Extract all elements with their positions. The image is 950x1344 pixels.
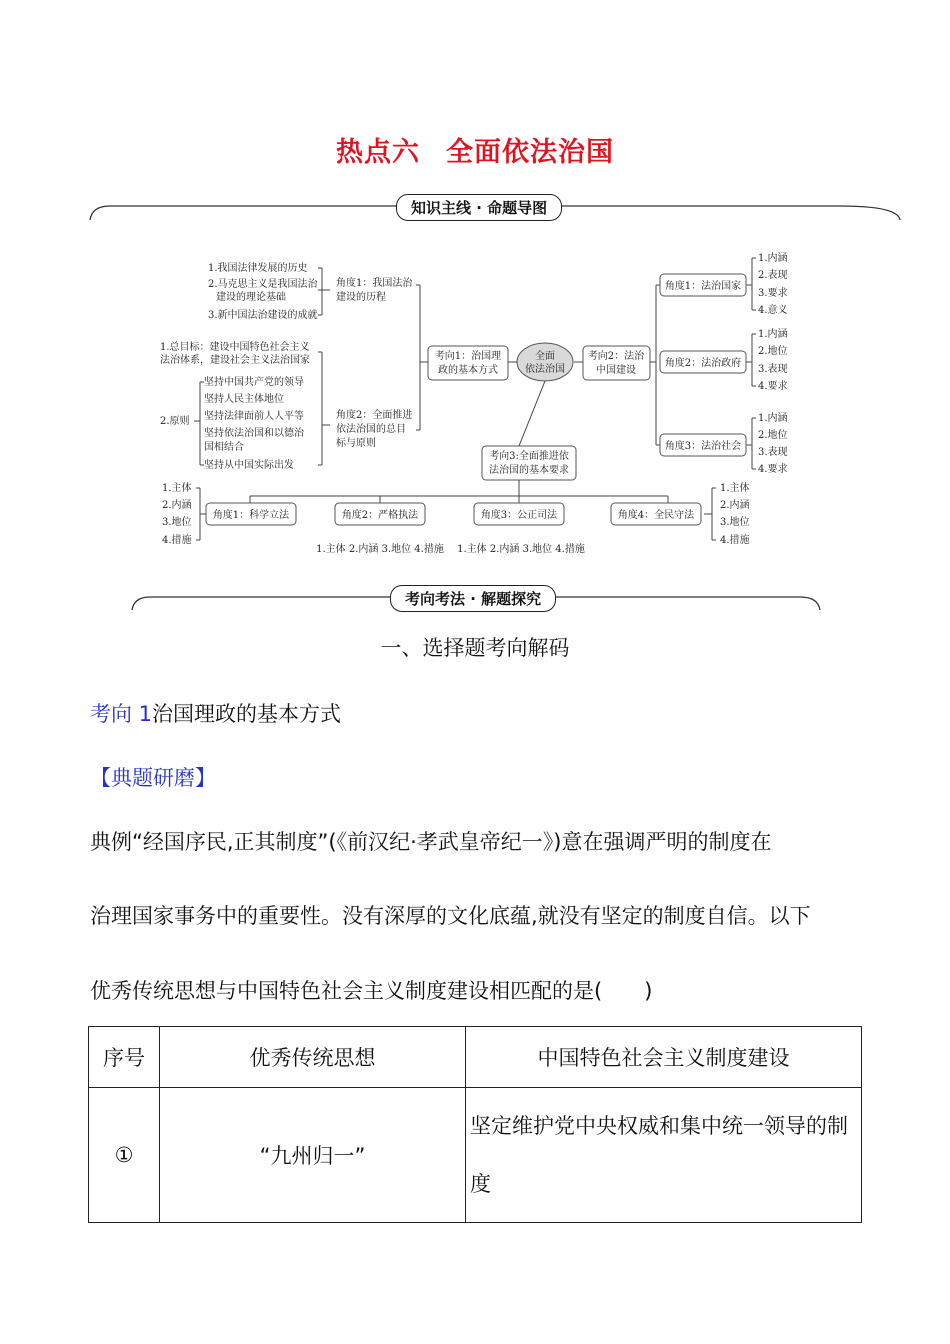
k3-a1: 角度1：科学立法 bbox=[212, 510, 290, 521]
k2-a1-i2: 2.表现 bbox=[758, 270, 788, 281]
k2-a1-i4: 4.意义 bbox=[758, 305, 788, 316]
k3-a1-i1: 1.主体 bbox=[162, 483, 192, 494]
k1-a1-item3: 3.新中国法治建设的成就 bbox=[208, 310, 318, 321]
k1-a2-line3: 标与原则 bbox=[336, 438, 376, 449]
principle-5: 坚持从中国实际出发 bbox=[204, 460, 294, 471]
k1-a1-item1: 1.我国法律发展的历史 bbox=[208, 263, 308, 274]
question-line-1: 典例“经国序民,正其制度”(《前汉纪·孝武皇帝纪一》)意在强调严明的制度在 bbox=[90, 830, 772, 854]
table-row bbox=[89, 1088, 862, 1223]
k2-a1: 角度1：法治国家 bbox=[664, 281, 742, 292]
principle-label: 2.原则 bbox=[160, 416, 190, 427]
section-heading: 一、选择题考向解码 bbox=[380, 636, 570, 660]
k3-a1-i4: 4.措施 bbox=[162, 535, 192, 546]
k3-a4-i3: 3.地位 bbox=[720, 517, 750, 528]
section1-label: 知识主线 · 命题导图 bbox=[396, 194, 562, 221]
principle-4b: 国相结合 bbox=[204, 442, 244, 453]
k1-a1-line1: 角度1：我国法治 bbox=[336, 278, 413, 289]
header-num: 序号 bbox=[89, 1027, 160, 1088]
k2-a3-i4: 4.要求 bbox=[758, 464, 788, 475]
k1-a2-line2: 依法治国的总目 bbox=[336, 424, 406, 435]
k2-a1-i3: 3.要求 bbox=[758, 288, 788, 299]
options-table bbox=[88, 1026, 862, 1223]
center-line1: 全面 bbox=[535, 351, 555, 362]
k2-a2: 角度2：法治政府 bbox=[664, 358, 742, 369]
k2-a2-i2: 2.地位 bbox=[758, 346, 788, 357]
k3-a3: 角度3：公正司法 bbox=[480, 510, 558, 521]
k2-a2-i3: 3.表现 bbox=[758, 364, 788, 375]
k3-a2-items: 1.主体 2.内涵 3.地位 4.措施 bbox=[316, 544, 444, 555]
k1-a2-line1: 角度2：全面推进 bbox=[336, 410, 413, 421]
k3-a4-i2: 2.内涵 bbox=[720, 500, 750, 511]
k3-line1: 考向3:全面推进依 bbox=[489, 451, 569, 462]
k3-a1-i2: 2.内涵 bbox=[162, 500, 192, 511]
k3-line2: 法治国的基本要求 bbox=[489, 465, 569, 476]
k3-a3-items: 1.主体 2.内涵 3.地位 4.措施 bbox=[457, 544, 585, 555]
k2-line2: 中国建设 bbox=[596, 365, 636, 376]
k2-a3-i3: 3.表现 bbox=[758, 447, 788, 458]
k1-a1-line2: 建设的历程 bbox=[336, 292, 386, 303]
row-thought: “九州归一” bbox=[160, 1088, 466, 1223]
k3-a4-i4: 4.措施 bbox=[720, 535, 750, 546]
direction-label: 考向 1 bbox=[90, 702, 153, 726]
k2-a2-i4: 4.要求 bbox=[758, 381, 788, 392]
k3-a4-i1: 1.主体 bbox=[720, 483, 750, 494]
mind-map bbox=[0, 0, 950, 620]
k2-a2-i1: 1.内涵 bbox=[758, 329, 788, 340]
k3-a4: 角度4：全民守法 bbox=[617, 510, 695, 521]
question-line-2: 治理国家事务中的重要性。没有深厚的文化底蕴,就没有坚定的制度自信。以下 bbox=[90, 904, 811, 928]
k2-a3-i1: 1.内涵 bbox=[758, 413, 788, 424]
section2-label: 考向考法 · 解题探究 bbox=[390, 585, 556, 612]
k1-a1-item2: 2.马克思主义是我国法治 bbox=[208, 279, 318, 290]
example-heading: 【典题研磨】 bbox=[90, 766, 216, 790]
page-title: 热点六 全面依法治国 bbox=[336, 137, 614, 168]
principle-3: 坚持法律面前人人平等 bbox=[204, 411, 304, 422]
header-system: 中国特色社会主义制度建设 bbox=[466, 1027, 862, 1088]
k2-a3-i2: 2.地位 bbox=[758, 430, 788, 441]
k3-a2: 角度2：严格执法 bbox=[341, 510, 419, 521]
goal-line2: 法治体系，建设社会主义法治国家 bbox=[160, 355, 310, 366]
direction-heading bbox=[90, 698, 341, 728]
table-header-row bbox=[89, 1027, 862, 1088]
principle-4: 坚持依法治国和以德治 bbox=[204, 428, 304, 439]
k2-line1: 考向2：法治 bbox=[587, 351, 645, 362]
center-line2: 依法治国 bbox=[525, 364, 565, 375]
k1-a1-item2b: 建设的理论基础 bbox=[216, 292, 286, 303]
direction-text: 治国理政的基本方式 bbox=[152, 702, 342, 726]
center-node bbox=[517, 343, 573, 381]
k2-a1-i1: 1.内涵 bbox=[758, 253, 788, 264]
header-thought: 优秀传统思想 bbox=[160, 1027, 466, 1088]
k1-line1: 考向1：治国理 bbox=[434, 351, 502, 362]
row-num: ① bbox=[89, 1088, 160, 1223]
question-line-3: 优秀传统思想与中国特色社会主义制度建设相匹配的是( ) bbox=[90, 979, 653, 1003]
principle-2: 坚持人民主体地位 bbox=[204, 394, 284, 405]
principle-1: 坚持中国共产党的领导 bbox=[204, 377, 304, 388]
k3-a1-i3: 3.地位 bbox=[162, 517, 192, 528]
k2-a3: 角度3：法治社会 bbox=[664, 441, 742, 452]
row-system: 坚定维护党中央权威和集中统一领导的制度 bbox=[466, 1088, 862, 1223]
k1-line2: 政的基本方式 bbox=[438, 365, 498, 376]
goal-line1: 1.总目标：建设中国特色社会主义 bbox=[160, 342, 310, 353]
